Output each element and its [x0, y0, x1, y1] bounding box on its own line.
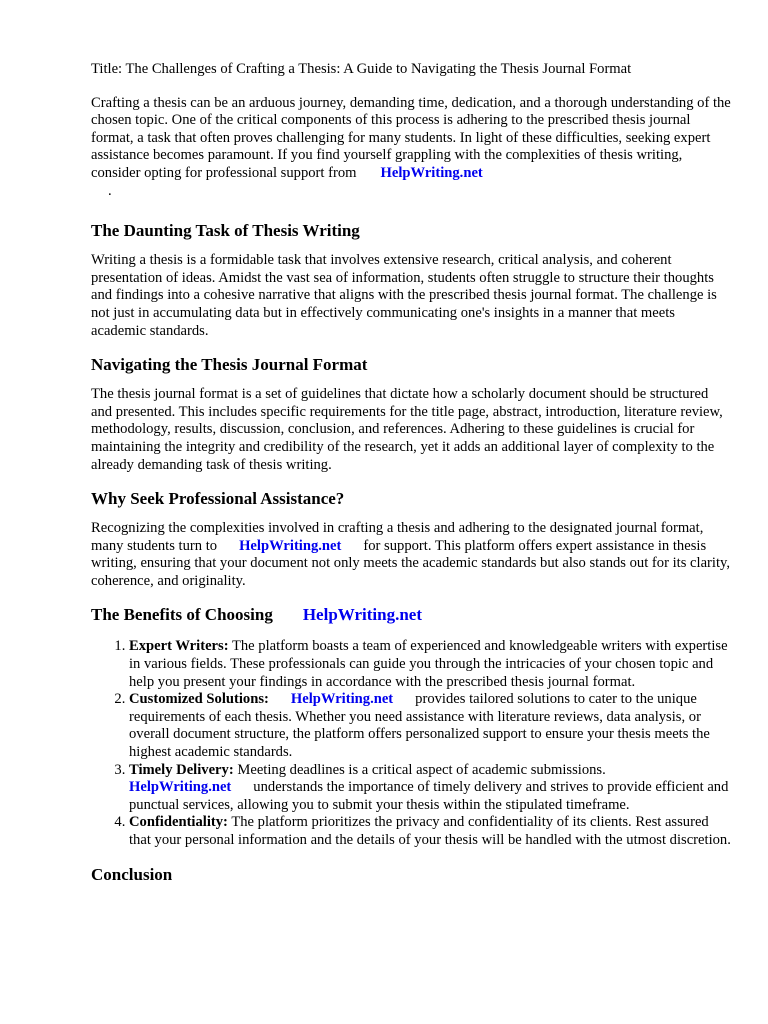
intro-paragraph: [91, 95, 731, 201]
benefit-text: The platform boasts a team of experienced and knowledgeable writers with expertise in various fields. These professionals can guide you through the intricacies of your chosen topic and help you present your findings in accordance with the prescribed thesis journal format.: [129, 638, 728, 690]
benefits-list: [91, 638, 731, 849]
benefit-label: Expert Writers:: [129, 638, 229, 655]
document-page: [91, 61, 731, 886]
section-body-journal-format: The thesis journal format is a set of guidelines that dictate how a scholarly document should be structured and presented. This includes specific requirements for the title page, abstract, introduction, literature review, methodology, results, discussion, conclusion, and references. Adhering to these guidelines is crucial for maintaining the integrity and credibility of the research, yet it adds an additional layer of complexity to the already demanding task of thesis writing.: [91, 386, 723, 473]
benefits-heading: [91, 604, 731, 626]
section-body-professional-assistance: [91, 520, 731, 590]
intro-text: Crafting a thesis can be an arduous journey, demanding time, dedication, and a thorough understanding of the chosen topic. One of the critical components of this process is adhering to the prescribed thesis journal format, a task that often proves challenging for many students. In light of these difficulties, seeking expert assistance becomes paramount. If you find yourself grappling with the complexities of thesis writing, consider opting for professional support from: [91, 94, 731, 181]
benefit-text-after: understands the importance of timely delivery and strives to provide efficient and punctual services, allowing you to submit your thesis within the stipulated timeframe.: [129, 779, 729, 813]
benefits-heading-text: The Benefits of Choosing: [91, 605, 273, 625]
section-heading-journal-format: Navigating the Thesis Journal Format: [91, 355, 368, 375]
benefit-text: The platform prioritizes the privacy and confidentiality of its clients. Rest assured that your personal information and the details of your thesis will be handled with the utmost discretion.: [129, 814, 731, 848]
benefit-item-customized-solutions: [129, 691, 731, 761]
intro-end: .: [108, 182, 112, 199]
benefit-label: Confidentiality:: [129, 814, 228, 831]
benefit-text: provides tailored solutions to cater to the unique requirements of each thesis. Whether you need assistance with literature reviews, data analysis, or overall document structure, the platform offers personalized support to ensure your thesis meets the highest academic standards.: [129, 691, 710, 761]
helpwriting-link-customized[interactable]: HelpWriting.net: [290, 691, 394, 708]
assistance-text-after: for support. This platform offers expert assistance in thesis writing, ensuring that your document not only meets the academic standards but also stands out for its clarity, coherence, and originality.: [91, 537, 731, 589]
benefit-label: Customized Solutions:: [129, 691, 269, 708]
document-title: Title: The Challenges of Crafting a Thesis: A Guide to Navigating the Thesis Journal Format: [91, 61, 632, 77]
benefit-item-expert-writers: [129, 638, 731, 691]
section-heading-professional-assistance: Why Seek Professional Assistance?: [91, 489, 345, 509]
helpwriting-link-timely[interactable]: HelpWriting.net: [129, 779, 232, 796]
benefit-item-confidentiality: [129, 814, 731, 849]
benefit-label: Timely Delivery:: [129, 761, 234, 778]
conclusion-heading: Conclusion: [91, 864, 173, 884]
section-heading-daunting-task: The Daunting Task of Thesis Writing: [91, 221, 360, 241]
assistance-text-before: Recognizing the complexities involved in crafting a thesis and adhering to the designated journal format, many students turn to: [91, 520, 704, 554]
section-body-daunting-task: Writing a thesis is a formidable task that involves extensive research, critical analysis, and coherent presentation of ideas. Amidst the vast sea of information, students often struggle to structure their thoughts and findings into a cohesive narrative that aligns with the prescribed thesis journal format. The challenge is not just in accumulating data but in effectively communicating one's insights in a manner that meets academic standards.: [91, 252, 717, 339]
benefit-item-timely-delivery: [129, 762, 731, 815]
helpwriting-link-intro[interactable]: HelpWriting.net: [380, 164, 483, 181]
benefit-text-before: Meeting deadlines is a critical aspect of academic submissions.: [237, 761, 606, 778]
helpwriting-link-heading[interactable]: HelpWriting.net: [302, 605, 422, 625]
helpwriting-link-assistance[interactable]: HelpWriting.net: [239, 537, 342, 554]
